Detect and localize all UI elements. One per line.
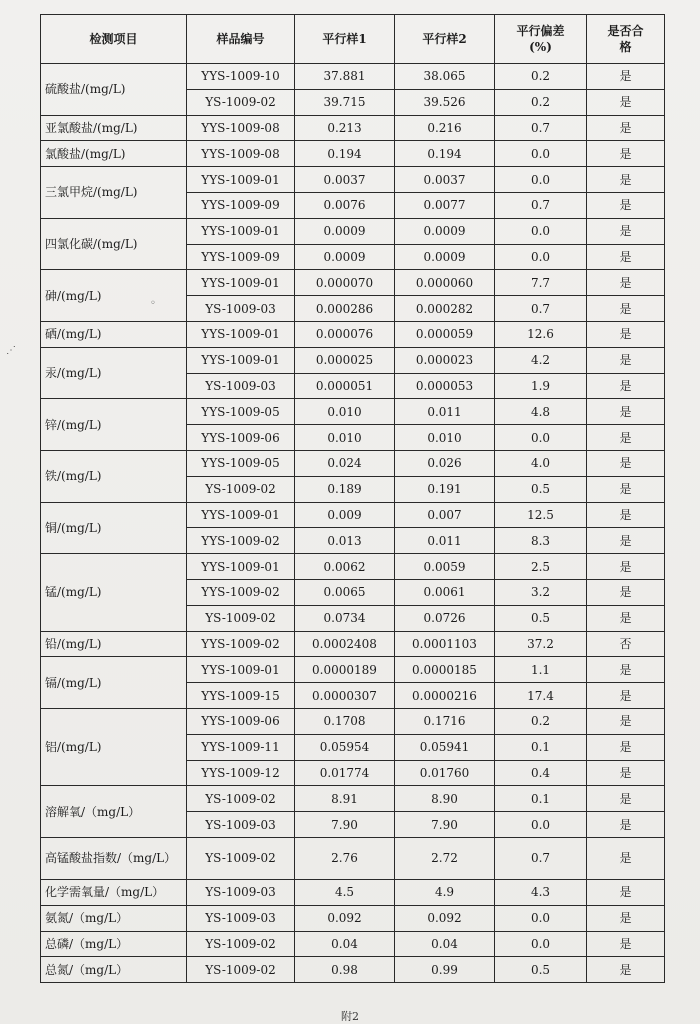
parallel-1-cell: 0.213 — [295, 115, 395, 141]
deviation-cell: 0.5 — [495, 605, 587, 631]
qualified-cell: 是 — [587, 957, 665, 983]
deviation-cell: 0.2 — [495, 64, 587, 90]
item-cell: 氨氮/（mg/L） — [41, 905, 187, 931]
sample-id-cell: YS-1009-02 — [187, 605, 295, 631]
qualified-cell: 是 — [587, 837, 665, 879]
sample-id-cell: YS-1009-03 — [187, 373, 295, 399]
parallel-2-cell: 0.026 — [395, 450, 495, 476]
sample-id-cell: YYS-1009-02 — [187, 528, 295, 554]
sample-id-cell: YYS-1009-01 — [187, 167, 295, 193]
parallel-1-cell: 0.05954 — [295, 734, 395, 760]
parallel-1-cell: 0.0065 — [295, 579, 395, 605]
parallel-2-cell: 0.1716 — [395, 708, 495, 734]
parallel-2-cell: 0.216 — [395, 115, 495, 141]
parallel-1-cell: 0.010 — [295, 425, 395, 451]
table-row — [41, 64, 665, 90]
table-row — [41, 321, 665, 347]
parallel-2-cell: 0.04 — [395, 931, 495, 957]
table-row — [41, 657, 665, 683]
qualified-cell: 是 — [587, 218, 665, 244]
sample-id-cell: YYS-1009-05 — [187, 399, 295, 425]
parallel-1-cell: 0.189 — [295, 476, 395, 502]
deviation-cell: 0.5 — [495, 957, 587, 983]
parallel-2-cell: 0.0061 — [395, 579, 495, 605]
parallel-2-cell: 8.90 — [395, 786, 495, 812]
parallel-sample-qc-table — [40, 14, 665, 983]
parallel-2-cell: 0.0000185 — [395, 657, 495, 683]
qualified-cell: 是 — [587, 321, 665, 347]
qualified-cell: 是 — [587, 657, 665, 683]
sample-id-cell: YS-1009-02 — [187, 786, 295, 812]
parallel-2-cell: 0.092 — [395, 905, 495, 931]
parallel-2-cell: 0.191 — [395, 476, 495, 502]
sample-id-cell: YYS-1009-09 — [187, 244, 295, 270]
table-row — [41, 347, 665, 373]
qualified-cell: 是 — [587, 579, 665, 605]
parallel-1-cell: 8.91 — [295, 786, 395, 812]
item-cell: 锰/(mg/L) — [41, 554, 187, 631]
sample-id-cell: YS-1009-03 — [187, 812, 295, 838]
parallel-1-cell: 37.881 — [295, 64, 395, 90]
parallel-1-cell: 0.000076 — [295, 321, 395, 347]
sample-id-cell: YYS-1009-10 — [187, 64, 295, 90]
item-cell: 四氯化碳/(mg/L) — [41, 218, 187, 270]
parallel-2-cell: 0.99 — [395, 957, 495, 983]
parallel-1-cell: 0.024 — [295, 450, 395, 476]
deviation-cell: 0.1 — [495, 786, 587, 812]
item-cell: 硫酸盐/(mg/L) — [41, 64, 187, 116]
deviation-cell: 0.7 — [495, 296, 587, 322]
qualified-cell: 是 — [587, 296, 665, 322]
table-row — [41, 218, 665, 244]
item-cell: 总磷/（mg/L） — [41, 931, 187, 957]
header-sample-id: 样品编号 — [187, 15, 295, 64]
parallel-1-cell: 0.194 — [295, 141, 395, 167]
item-cell: 锌/(mg/L) — [41, 399, 187, 451]
parallel-1-cell: 0.000051 — [295, 373, 395, 399]
header-deviation-line2: (%) — [529, 40, 552, 54]
deviation-cell: 0.7 — [495, 837, 587, 879]
sample-id-cell: YS-1009-03 — [187, 879, 295, 905]
parallel-2-cell: 0.011 — [395, 528, 495, 554]
parallel-2-cell: 0.000282 — [395, 296, 495, 322]
sample-id-cell: YS-1009-02 — [187, 837, 295, 879]
sample-id-cell: YYS-1009-02 — [187, 631, 295, 657]
parallel-1-cell: 0.0076 — [295, 192, 395, 218]
sample-id-cell: YYS-1009-08 — [187, 141, 295, 167]
deviation-cell: 0.5 — [495, 476, 587, 502]
item-cell: 铁/(mg/L) — [41, 450, 187, 502]
qualified-cell: 是 — [587, 115, 665, 141]
table-row — [41, 115, 665, 141]
deviation-cell: 0.0 — [495, 905, 587, 931]
qualified-cell: 是 — [587, 528, 665, 554]
deviation-cell: 17.4 — [495, 683, 587, 709]
sample-id-cell: YS-1009-02 — [187, 957, 295, 983]
qualified-cell: 是 — [587, 425, 665, 451]
parallel-2-cell: 0.0726 — [395, 605, 495, 631]
item-cell: 铅/(mg/L) — [41, 631, 187, 657]
parallel-1-cell: 0.0000189 — [295, 657, 395, 683]
deviation-cell: 0.0 — [495, 244, 587, 270]
sample-id-cell: YYS-1009-12 — [187, 760, 295, 786]
deviation-cell: 37.2 — [495, 631, 587, 657]
deviation-cell: 7.7 — [495, 270, 587, 296]
table-row — [41, 270, 665, 296]
qualified-cell: 是 — [587, 476, 665, 502]
table-row — [41, 708, 665, 734]
sample-id-cell: YS-1009-02 — [187, 476, 295, 502]
deviation-cell: 2.5 — [495, 554, 587, 580]
parallel-2-cell: 0.0009 — [395, 244, 495, 270]
sample-id-cell: YYS-1009-02 — [187, 579, 295, 605]
parallel-1-cell: 0.0062 — [295, 554, 395, 580]
deviation-cell: 8.3 — [495, 528, 587, 554]
table-row — [41, 167, 665, 193]
qualified-cell: 是 — [587, 244, 665, 270]
item-cell: 高锰酸盐指数/（mg/L） — [41, 837, 187, 879]
deviation-cell: 0.1 — [495, 734, 587, 760]
deviation-cell: 0.0 — [495, 812, 587, 838]
parallel-2-cell: 0.0009 — [395, 218, 495, 244]
header-deviation — [495, 15, 587, 64]
qualified-cell: 是 — [587, 373, 665, 399]
deviation-cell: 0.7 — [495, 192, 587, 218]
qualified-cell: 是 — [587, 734, 665, 760]
parallel-1-cell: 0.01774 — [295, 760, 395, 786]
item-cell: 溶解氧/（mg/L） — [41, 786, 187, 838]
parallel-1-cell: 0.0734 — [295, 605, 395, 631]
item-cell: 总氮/（mg/L） — [41, 957, 187, 983]
qualified-cell: 是 — [587, 347, 665, 373]
qualified-cell: 是 — [587, 270, 665, 296]
parallel-2-cell: 0.0059 — [395, 554, 495, 580]
parallel-2-cell: 7.90 — [395, 812, 495, 838]
header-item: 检测项目 — [41, 15, 187, 64]
parallel-1-cell: 7.90 — [295, 812, 395, 838]
parallel-2-cell: 0.000023 — [395, 347, 495, 373]
deviation-cell: 0.0 — [495, 218, 587, 244]
deviation-cell: 4.3 — [495, 879, 587, 905]
sample-id-cell: YYS-1009-11 — [187, 734, 295, 760]
parallel-2-cell: 0.000059 — [395, 321, 495, 347]
qualified-cell: 是 — [587, 786, 665, 812]
parallel-1-cell: 4.5 — [295, 879, 395, 905]
qualified-cell: 是 — [587, 192, 665, 218]
header-qualified — [587, 15, 665, 64]
sample-id-cell: YYS-1009-09 — [187, 192, 295, 218]
parallel-2-cell: 38.065 — [395, 64, 495, 90]
deviation-cell: 0.7 — [495, 115, 587, 141]
table-row — [41, 502, 665, 528]
parallel-1-cell: 0.98 — [295, 957, 395, 983]
qualified-cell: 是 — [587, 141, 665, 167]
qualified-cell: 是 — [587, 605, 665, 631]
deviation-cell: 0.2 — [495, 89, 587, 115]
qualified-cell: 否 — [587, 631, 665, 657]
parallel-1-cell: 0.000286 — [295, 296, 395, 322]
deviation-cell: 4.0 — [495, 450, 587, 476]
header-deviation-line1: 平行偏差 — [516, 24, 565, 38]
parallel-2-cell: 4.9 — [395, 879, 495, 905]
parallel-1-cell: 0.009 — [295, 502, 395, 528]
deviation-cell: 0.0 — [495, 425, 587, 451]
deviation-cell: 12.6 — [495, 321, 587, 347]
qualified-cell: 是 — [587, 905, 665, 931]
deviation-cell: 0.4 — [495, 760, 587, 786]
parallel-1-cell: 0.000025 — [295, 347, 395, 373]
qualified-cell: 是 — [587, 554, 665, 580]
qualified-cell: 是 — [587, 64, 665, 90]
parallel-2-cell: 0.194 — [395, 141, 495, 167]
deviation-cell: 0.0 — [495, 141, 587, 167]
sample-id-cell: YYS-1009-01 — [187, 218, 295, 244]
item-cell: 氯酸盐/(mg/L) — [41, 141, 187, 167]
qualified-cell: 是 — [587, 760, 665, 786]
parallel-1-cell: 39.715 — [295, 89, 395, 115]
sample-id-cell: YS-1009-03 — [187, 296, 295, 322]
parallel-1-cell: 0.0037 — [295, 167, 395, 193]
item-cell: 铝/(mg/L) — [41, 708, 187, 785]
parallel-2-cell: 0.0077 — [395, 192, 495, 218]
qualified-cell: 是 — [587, 450, 665, 476]
sample-id-cell: YYS-1009-06 — [187, 425, 295, 451]
deviation-cell: 1.9 — [495, 373, 587, 399]
header-qualified-line1: 是否合 — [607, 24, 644, 38]
parallel-1-cell: 0.0009 — [295, 244, 395, 270]
table-row — [41, 141, 665, 167]
parallel-2-cell: 0.000053 — [395, 373, 495, 399]
sample-id-cell: YS-1009-02 — [187, 89, 295, 115]
header-parallel-2: 平行样2 — [395, 15, 495, 64]
qualified-cell: 是 — [587, 708, 665, 734]
parallel-1-cell: 0.0002408 — [295, 631, 395, 657]
parallel-2-cell: 0.0001103 — [395, 631, 495, 657]
deviation-cell: 0.0 — [495, 931, 587, 957]
parallel-2-cell: 0.01760 — [395, 760, 495, 786]
scan-speck: ⋰ — [6, 345, 16, 356]
parallel-1-cell: 0.0009 — [295, 218, 395, 244]
sample-id-cell: YYS-1009-01 — [187, 321, 295, 347]
qualified-cell: 是 — [587, 502, 665, 528]
item-cell: 镉/(mg/L) — [41, 657, 187, 709]
parallel-2-cell: 0.000060 — [395, 270, 495, 296]
sample-id-cell: YYS-1009-01 — [187, 657, 295, 683]
sample-id-cell: YYS-1009-15 — [187, 683, 295, 709]
sample-id-cell: YYS-1009-01 — [187, 347, 295, 373]
qualified-cell: 是 — [587, 683, 665, 709]
sample-id-cell: YYS-1009-01 — [187, 270, 295, 296]
table-row — [41, 786, 665, 812]
table-row — [41, 879, 665, 905]
sample-id-cell: YYS-1009-05 — [187, 450, 295, 476]
item-cell: 化学需氧量/（mg/L） — [41, 879, 187, 905]
deviation-cell: 1.1 — [495, 657, 587, 683]
header-row — [41, 15, 665, 64]
parallel-2-cell: 39.526 — [395, 89, 495, 115]
parallel-2-cell: 0.05941 — [395, 734, 495, 760]
page-footer: 附2 — [341, 1010, 359, 1023]
sample-id-cell: YS-1009-02 — [187, 931, 295, 957]
deviation-cell: 4.8 — [495, 399, 587, 425]
parallel-1-cell: 0.013 — [295, 528, 395, 554]
qualified-cell: 是 — [587, 167, 665, 193]
deviation-cell: 3.2 — [495, 579, 587, 605]
sample-id-cell: YYS-1009-01 — [187, 554, 295, 580]
parallel-1-cell: 0.000070 — [295, 270, 395, 296]
table-row — [41, 905, 665, 931]
table-row — [41, 931, 665, 957]
qualified-cell: 是 — [587, 931, 665, 957]
table-row — [41, 450, 665, 476]
deviation-cell: 0.0 — [495, 167, 587, 193]
sample-id-cell: YYS-1009-01 — [187, 502, 295, 528]
parallel-1-cell: 0.04 — [295, 931, 395, 957]
item-cell: 砷/(mg/L) — [41, 270, 187, 322]
parallel-2-cell: 0.011 — [395, 399, 495, 425]
sample-id-cell: YS-1009-03 — [187, 905, 295, 931]
qualified-cell: 是 — [587, 89, 665, 115]
parallel-1-cell: 0.010 — [295, 399, 395, 425]
parallel-1-cell: 0.1708 — [295, 708, 395, 734]
table-row — [41, 399, 665, 425]
parallel-2-cell: 0.010 — [395, 425, 495, 451]
header-qualified-line2: 格 — [619, 40, 632, 54]
parallel-2-cell: 0.0037 — [395, 167, 495, 193]
qualified-cell: 是 — [587, 879, 665, 905]
table-row — [41, 631, 665, 657]
qualified-cell: 是 — [587, 812, 665, 838]
deviation-cell: 12.5 — [495, 502, 587, 528]
deviation-cell: 0.2 — [495, 708, 587, 734]
qualified-cell: 是 — [587, 399, 665, 425]
sample-id-cell: YYS-1009-08 — [187, 115, 295, 141]
table-row — [41, 957, 665, 983]
item-cell: 汞/(mg/L) — [41, 347, 187, 399]
item-cell: 三氯甲烷/(mg/L) — [41, 167, 187, 219]
parallel-2-cell: 0.0000216 — [395, 683, 495, 709]
item-cell: 铜/(mg/L) — [41, 502, 187, 554]
table-row — [41, 554, 665, 580]
parallel-1-cell: 0.0000307 — [295, 683, 395, 709]
header-parallel-1: 平行样1 — [295, 15, 395, 64]
item-cell: 硒/(mg/L) — [41, 321, 187, 347]
parallel-1-cell: 0.092 — [295, 905, 395, 931]
item-cell: 亚氯酸盐/(mg/L) — [41, 115, 187, 141]
parallel-1-cell: 2.76 — [295, 837, 395, 879]
parallel-2-cell: 2.72 — [395, 837, 495, 879]
parallel-2-cell: 0.007 — [395, 502, 495, 528]
deviation-cell: 4.2 — [495, 347, 587, 373]
scan-speck: ◦ — [150, 298, 156, 309]
table-row — [41, 837, 665, 879]
sample-id-cell: YYS-1009-06 — [187, 708, 295, 734]
table-body — [41, 64, 665, 983]
